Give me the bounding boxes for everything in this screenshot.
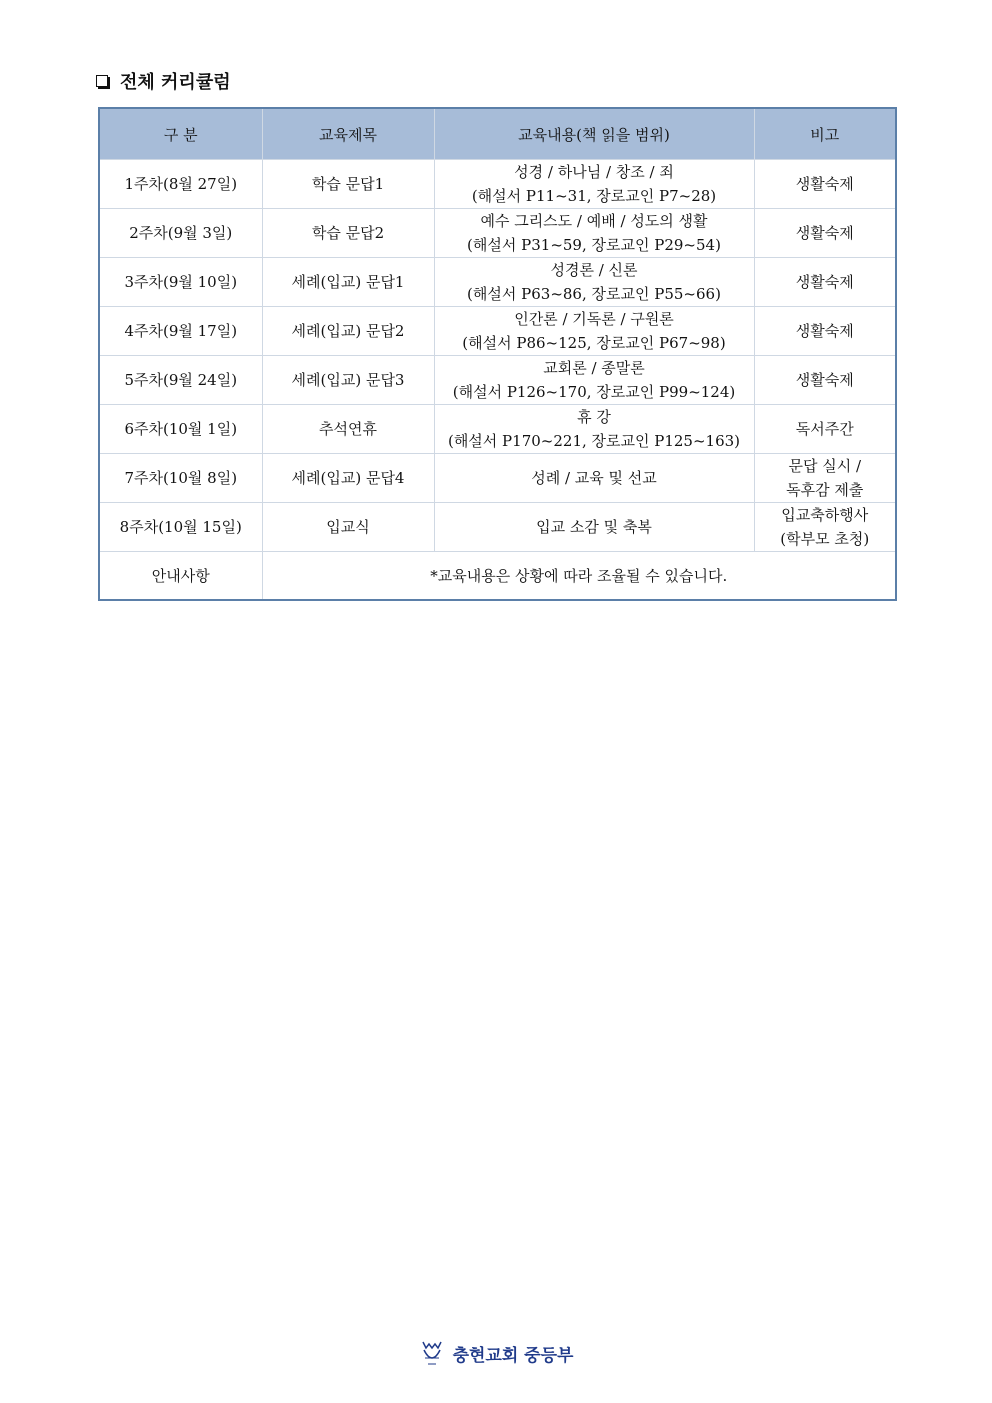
week-cell [99,160,262,209]
table-row [99,209,896,258]
title-cell-text: 학습 문답1 [311,175,385,193]
note-cell-text: 생활숙제 [795,322,854,340]
title-cell-text: 추석연휴 [319,420,377,438]
week-cell [99,209,262,258]
note-cell-text: 생활숙제 [795,273,854,291]
content-cell [434,405,754,454]
footer [0,1338,992,1368]
content-cell-text: 교회론 / 종말론 [543,359,645,377]
title-cell [262,209,434,258]
week-cell [99,405,262,454]
week-cell-text: 5주차(9월 24일) [124,371,238,389]
week-cell [99,503,262,552]
week-cell [99,454,262,503]
note-cell-text: (학부모 초청) [780,530,870,548]
table-row [99,258,896,307]
note-cell-text: 생활숙제 [795,371,854,389]
note-cell-text: 생활숙제 [795,224,854,242]
content-cell [434,258,754,307]
content-cell-text: (해설서 P126~170, 장로교인 P99~124) [452,383,736,401]
week-cell [99,258,262,307]
table-row [99,503,896,552]
table-row [99,160,896,209]
notice-label: 안내사항 [99,552,262,601]
title-cell [262,160,434,209]
content-cell-text: (해설서 P31~59, 장로교인 P29~54) [467,236,721,254]
section-title-text: 전체 커리큘럼 [120,72,231,93]
note-cell-text: 문답 실시 / [788,457,862,475]
content-cell [434,209,754,258]
week-cell-text: 6주차(10월 1일) [124,420,238,438]
content-cell-text: 성례 / 교육 및 선교 [531,469,657,487]
title-cell [262,258,434,307]
week-cell-text: 7주차(10월 8일) [124,469,238,487]
notice-text: *교육내용은 상황에 따라 조율될 수 있습니다. [262,552,896,601]
table-row [99,405,896,454]
content-cell-text: 성경 / 하나님 / 창조 / 죄 [514,163,674,181]
content-cell-text: (해설서 P170~221, 장로교인 P125~163) [447,432,741,450]
title-cell [262,356,434,405]
note-cell [754,405,896,454]
title-cell-text: 학습 문답2 [311,224,385,242]
title-cell [262,405,434,454]
content-cell-text: 인간론 / 기독론 / 구원론 [514,310,674,328]
section-title [96,68,231,94]
title-cell-text: 세례(입교) 문답3 [291,371,405,389]
notice-row [99,552,896,601]
note-cell-text: 독후감 제출 [786,481,864,499]
note-cell-text: 생활숙제 [795,175,854,193]
week-cell-text: 3주차(9월 10일) [124,273,238,291]
title-cell [262,503,434,552]
table-row [99,307,896,356]
title-cell [262,307,434,356]
title-cell-text: 세례(입교) 문답4 [291,469,405,487]
content-cell [434,307,754,356]
note-cell [754,258,896,307]
title-cell [262,454,434,503]
content-cell-text: 성경론 / 신론 [550,261,638,279]
header-week: 구 분 [99,108,262,160]
note-cell [754,503,896,552]
table-header-row [99,108,896,160]
title-cell-text: 세례(입교) 문답1 [291,273,405,291]
week-cell-text: 1주차(8월 27일) [124,175,238,193]
week-cell-text: 2주차(9월 3일) [129,224,233,242]
table-row [99,356,896,405]
note-cell [754,209,896,258]
content-cell [434,160,754,209]
note-cell [754,356,896,405]
note-cell-text: 입교축하행사 [781,506,869,524]
content-cell [434,454,754,503]
week-cell-text: 8주차(10월 15일) [119,518,242,536]
footer-text: 충현교회 중등부 [452,1345,574,1366]
header-content: 교육내용(책 읽을 범위) [434,108,754,160]
content-cell-text: 입교 소감 및 축복 [536,518,652,536]
table-row [99,454,896,503]
header-title: 교육제목 [262,108,434,160]
content-cell-text: (해설서 P63~86, 장로교인 P55~66) [467,285,721,303]
note-cell [754,160,896,209]
week-cell [99,307,262,356]
content-cell-text: 예수 그리스도 / 예배 / 성도의 생활 [480,212,708,230]
content-cell [434,356,754,405]
title-cell-text: 입교식 [326,518,370,536]
content-cell-text: (해설서 P86~125, 장로교인 P67~98) [462,334,726,352]
checkbox-icon [96,75,108,87]
content-cell-text: 휴 강 [577,408,611,426]
note-cell [754,307,896,356]
header-note: 비고 [754,108,896,160]
week-cell-text: 4주차(9월 17일) [124,322,238,340]
content-cell-text: (해설서 P11~31, 장로교인 P7~28) [471,187,717,205]
note-cell-text: 독서주간 [795,420,854,438]
week-cell [99,356,262,405]
title-cell-text: 세례(입교) 문답2 [291,322,405,340]
note-cell [754,454,896,503]
content-cell [434,503,754,552]
church-logo-icon [419,1338,445,1368]
curriculum-table [98,107,897,601]
